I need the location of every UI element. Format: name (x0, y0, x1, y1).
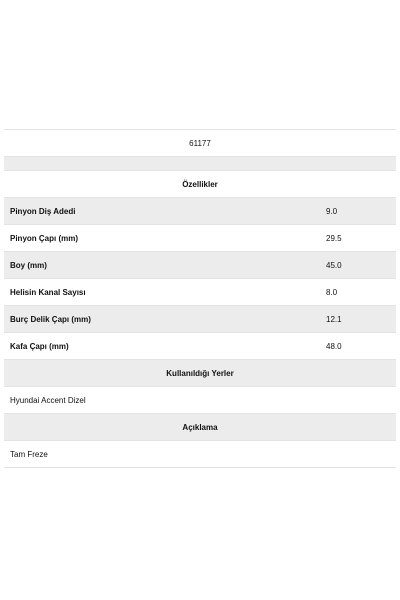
spec-label: Pinyon Çapı (mm) (10, 233, 79, 243)
spec-value: 12.1 (326, 314, 342, 324)
spec-row (4, 252, 396, 279)
description-row (4, 441, 396, 468)
specs-header (4, 171, 396, 198)
spec-value: 8.0 (326, 287, 338, 297)
usage-text: Hyundai Accent Dizel (10, 395, 86, 405)
product-code: 61177 (189, 138, 211, 148)
usage-row (4, 387, 396, 414)
spec-value: 29.5 (326, 233, 342, 243)
usage-header (4, 360, 396, 387)
spec-value: 9.0 (326, 206, 338, 216)
spec-value: 45.0 (326, 260, 342, 270)
spec-label: Boy (mm) (10, 260, 47, 270)
description-title: Açıklama (182, 422, 218, 432)
product-code-row (4, 130, 396, 157)
specs-title: Özellikler (182, 179, 218, 189)
description-header (4, 414, 396, 441)
spec-row (4, 333, 396, 360)
spec-label: Kafa Çapı (mm) (10, 341, 69, 351)
usage-title: Kullanıldığı Yerler (166, 368, 234, 378)
description-text: Tam Freze (10, 449, 48, 459)
spec-row (4, 279, 396, 306)
spec-row (4, 198, 396, 225)
spec-value: 48.0 (326, 341, 342, 351)
spec-label: Burç Delik Çapı (mm) (10, 314, 91, 324)
spec-label: Helisin Kanal Sayısı (10, 287, 86, 297)
spec-row (4, 306, 396, 333)
product-info-table (4, 129, 396, 468)
spec-label: Pinyon Diş Adedi (10, 206, 76, 216)
spacer-row (4, 157, 396, 171)
spec-row (4, 225, 396, 252)
